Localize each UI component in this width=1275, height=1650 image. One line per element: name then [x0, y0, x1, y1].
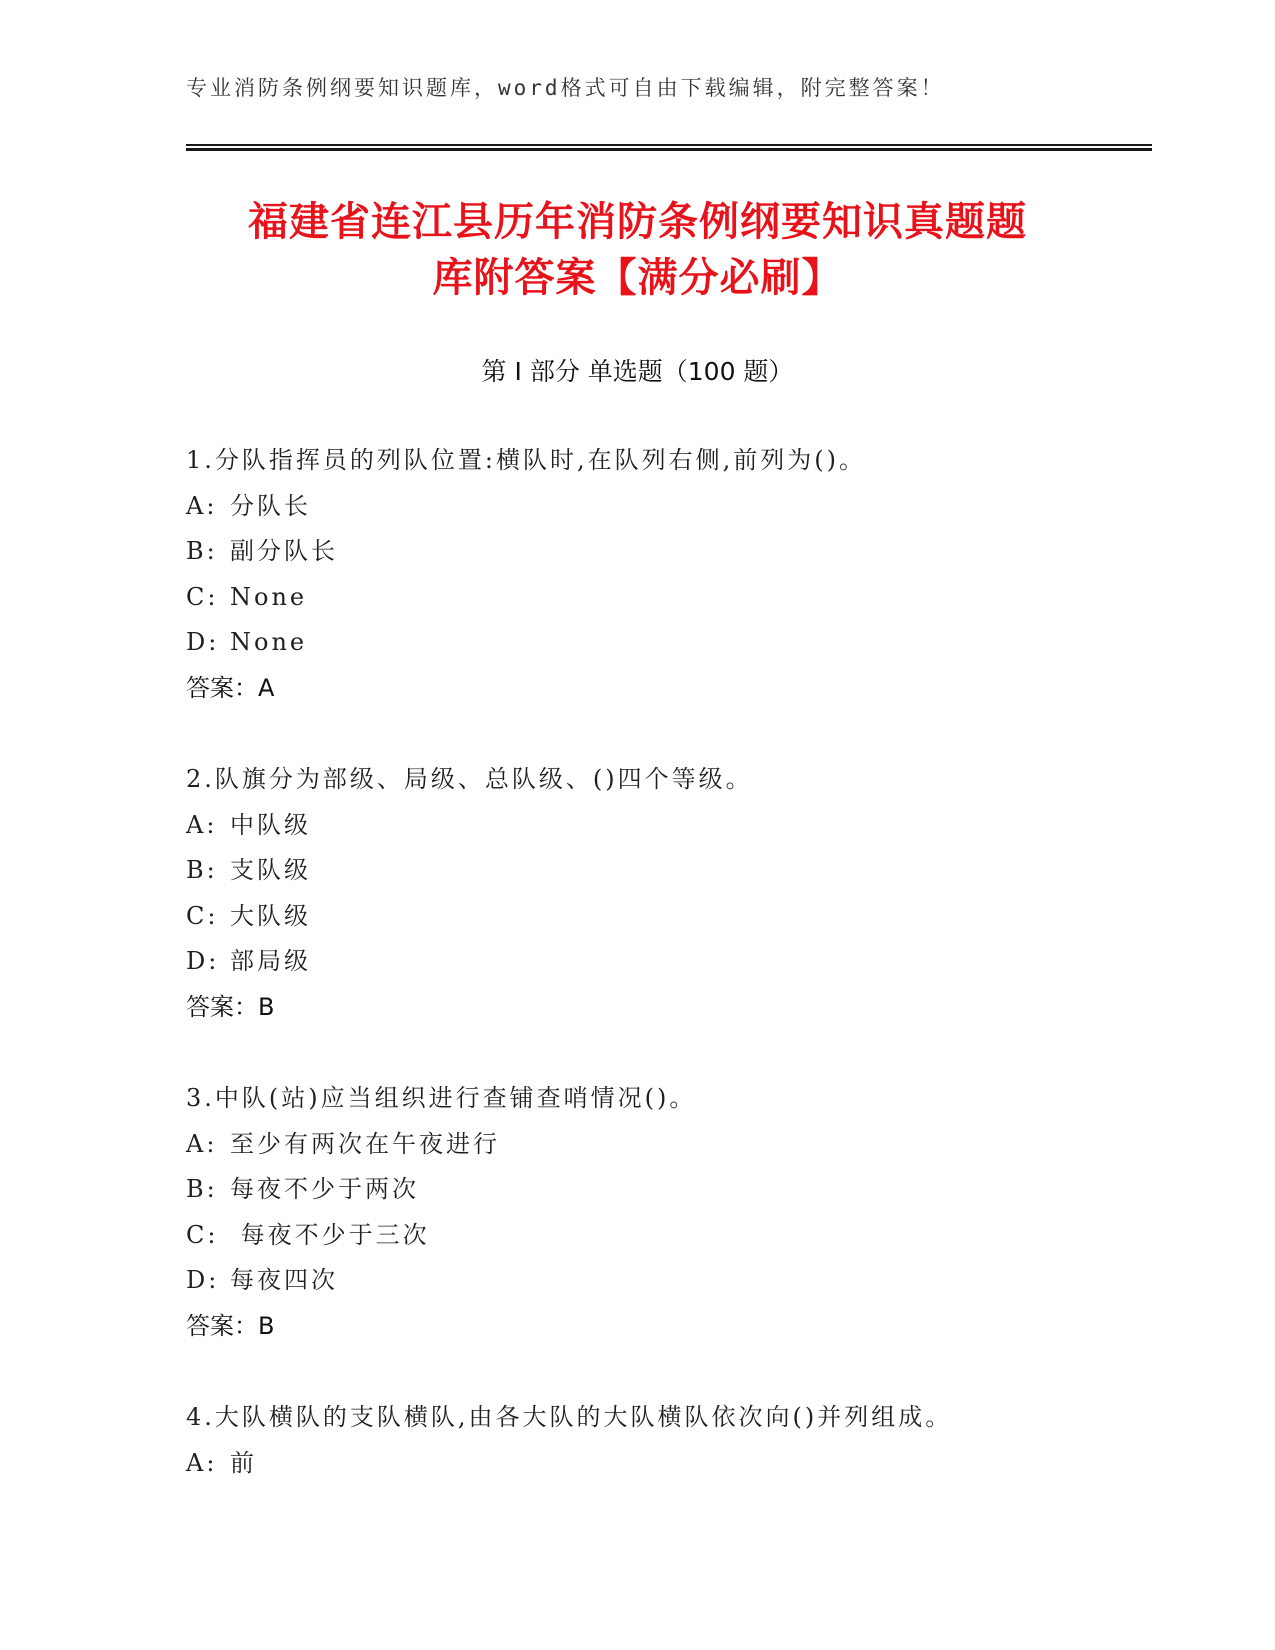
header-rule — [186, 144, 1152, 146]
document-title — [160, 194, 1115, 306]
question-text: 3.中队(站)应当组织进行查铺查哨情况()。 — [186, 1084, 697, 1112]
option-label: C: — [186, 901, 219, 930]
option-d — [186, 939, 1152, 985]
option-label: D: — [186, 947, 220, 975]
option-label: B: — [186, 856, 218, 884]
option-a — [186, 1122, 1152, 1168]
option-text: 至少有两次在午夜进行 — [230, 1129, 500, 1158]
option-text: 副分队长 — [230, 537, 338, 565]
answer: 答案：B — [186, 1311, 275, 1340]
option-label: B: — [186, 1175, 218, 1203]
option-label: D: — [186, 1266, 220, 1294]
title-line-2: 库附答案【满分必刷】 — [432, 255, 843, 301]
option-b — [186, 529, 1152, 575]
option-label: C: — [186, 582, 219, 611]
option-b — [186, 848, 1152, 894]
option-text: 支队级 — [230, 856, 311, 884]
option-text: 分队长 — [230, 491, 311, 520]
option-c — [186, 894, 1152, 940]
option-text: 前 — [230, 1448, 257, 1477]
option-text: 部局级 — [230, 947, 311, 975]
header-rule-thick — [186, 148, 1152, 151]
option-label: B: — [186, 537, 218, 565]
option-label: A: — [186, 1129, 218, 1158]
option-a — [186, 803, 1152, 849]
option-d — [186, 1258, 1152, 1304]
option-text: None — [230, 628, 308, 656]
option-text: 每夜四次 — [230, 1266, 338, 1294]
option-text: None — [230, 582, 308, 611]
option-label: A: — [186, 810, 218, 839]
question-2 — [186, 757, 1152, 1030]
question-text: 2.队旗分为部级、局级、总队级、()四个等级。 — [186, 765, 753, 793]
option-text: 中队级 — [230, 810, 311, 839]
option-label: A: — [186, 1448, 218, 1477]
question-3 — [186, 1076, 1152, 1349]
question-list — [186, 438, 1152, 1532]
answer: 答案：B — [186, 992, 275, 1021]
question-1 — [186, 438, 1152, 711]
question-text: 1.分队指挥员的列队位置:横队时,在队列右侧,前列为()。 — [186, 446, 866, 474]
question-4 — [186, 1395, 1152, 1486]
option-a — [186, 484, 1152, 530]
question-text: 4.大队横队的支队横队,由各大队的大队横队依次向()并列组成。 — [186, 1403, 953, 1431]
option-label: D: — [186, 628, 220, 656]
option-b — [186, 1167, 1152, 1213]
page-header: 专业消防条例纲要知识题库，word格式可自由下载编辑，附完整答案！ — [186, 76, 945, 100]
option-c — [186, 1213, 1152, 1259]
section-heading: 第 I 部分 单选题（100 题） — [481, 357, 794, 386]
option-a — [186, 1441, 1152, 1487]
title-line-1: 福建省连江县历年消防条例纲要知识真题题 — [248, 199, 1027, 245]
option-text: 大队级 — [230, 901, 311, 930]
option-text: 每夜不少于三次 — [230, 1220, 430, 1249]
option-d — [186, 620, 1152, 666]
option-c — [186, 575, 1152, 621]
answer: 答案：A — [186, 673, 275, 702]
option-label: A: — [186, 491, 218, 520]
option-label: C: — [186, 1220, 219, 1249]
option-text: 每夜不少于两次 — [230, 1175, 419, 1203]
